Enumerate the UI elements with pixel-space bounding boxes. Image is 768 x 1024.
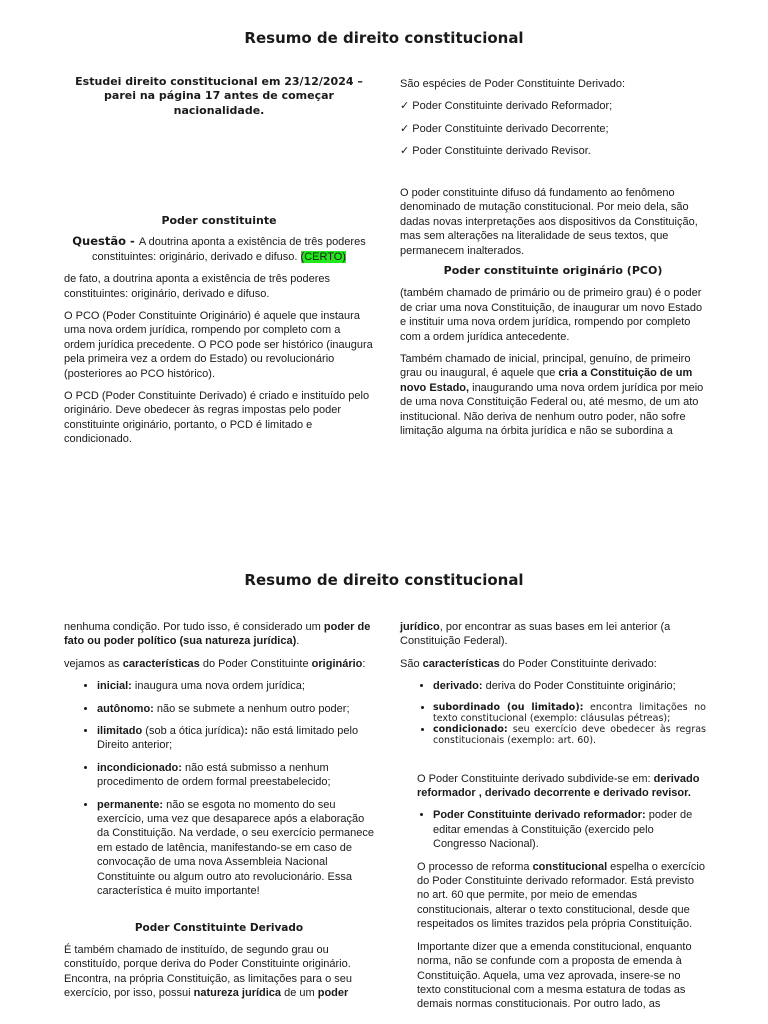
- paragraph: de fato, a doutrina aponta a existência de três poderes constituintes: originário, derivado e difuso.: [64, 273, 331, 300]
- pco-characteristics-list: [64, 679, 374, 898]
- list-item: • derivado: deriva do Poder Constituinte originário;: [433, 679, 706, 693]
- page-title: Resumo de direito constitucional: [244, 29, 524, 47]
- list-item: • subordinado (ou limitado): encontra limitações no texto constitucional (exemplo: cláusulas pétreas);: [433, 702, 706, 724]
- paragraph: São características do Poder Constituinte derivado:: [400, 657, 657, 670]
- heading-poder-constituinte: Poder constituinte: [161, 214, 277, 227]
- heading-pcd: Poder Constituinte Derivado: [134, 921, 304, 934]
- questao-block: [64, 234, 374, 264]
- list-item: • autônomo: não se submete a nenhum outro poder;: [97, 702, 374, 716]
- paragraph: O Poder Constituinte derivado subdivide-se em: derivado reformador , derivado decorrente e derivado revisor.: [417, 772, 700, 800]
- paragraph: Importante dizer que a emenda constitucional, enquanto norma, não se confunde com a proposta de emenda à Constituição. Aquela, uma vez aprovada, insere-se no texto constitucional com a mesma estatura de todas as demais normas constitucionais. Por outro lado, as: [417, 940, 692, 1011]
- list-item: • incondicionado: não está submisso a nenhum procedimento de ordem formal preestabelecido;: [97, 761, 374, 790]
- list-item: • permanente: não se esgota no momento do seu exercício, uma vez que desaparece após a elaboração da Constituição. Na verdade, o seu exercício permanece em estado de latência, manifestando-se em caso de convocação de uma nova Assembleia Nacional Constituinte ou algum outro ato revolucionário. Essa característica é muito importante!: [97, 798, 374, 899]
- heading-pco: Poder constituinte originário (PCO): [443, 264, 663, 278]
- reformador-list: [400, 808, 706, 851]
- paragraph: O PCO (Poder Constituinte Originário) é aquele que instaura uma nova ordem jurídica, rompendo por completo com a ordem jurídica precedente. O PCO pode ser histórico (inaugura pela primeira vez a ordem do Estado) ou revolucionário (posteriores ao PCO histórico).: [64, 310, 373, 380]
- left-column: [64, 75, 374, 126]
- page-title: Resumo de direito constitucional: [244, 571, 524, 589]
- species-item: ✓ Poder Constituinte derivado Reformador;: [400, 100, 613, 113]
- species-item: ✓ Poder Constituinte derivado Decorrente;: [400, 122, 609, 135]
- species-intro: São espécies de Poder Constituinte Derivado:: [400, 78, 626, 90]
- study-note: Estudei direito constitucional em 23/12/2024 – parei na página 17 antes de começar nacionalidade.: [75, 75, 363, 117]
- right-column-body: [400, 186, 706, 447]
- left-column-body: [64, 214, 374, 455]
- species-item: ✓ Poder Constituinte derivado Revisor.: [400, 145, 591, 158]
- list-item: • condicionado: seu exercício deve obedecer às regras constitucionais (exemplo: art. 60).: [433, 724, 706, 746]
- paragraph: nenhuma condição. Por tudo isso, é considerado um poder de fato ou poder político (sua natureza jurídica).: [64, 621, 371, 648]
- paragraph: É também chamado de instituído, de segundo grau ou constituído, porque deriva do Poder Constituinte originário. Encontra, na própria Constituição, as limitações para o seu exercício, por isso, possui natureza jurídica de um poder: [64, 943, 352, 1000]
- list-item: • Poder Constituinte derivado reformador: poder de editar emendas à Constituição (exercido pelo Congresso Nacional).: [433, 808, 706, 851]
- paragraph: O PCD (Poder Constituinte Derivado) é criado e instituído pelo originário. Deve obedecer às regras impostas pelo poder constituinte originário, portanto, o PCD é limitado e condicionado.: [64, 390, 370, 446]
- pcd-characteristics-list-small: [400, 702, 706, 746]
- questao-label: Questão -: [72, 234, 139, 249]
- list-item: • inicial: inaugura uma nova ordem jurídica;: [97, 679, 374, 693]
- list-item: • ilimitado (sob a ótica jurídica): não está limitado pelo Direito anterior;: [97, 724, 374, 753]
- questao-text: A doutrina aponta a existência de três poderes constituintes: originário, derivado e difuso.: [92, 236, 366, 263]
- right-column: [400, 77, 706, 167]
- paragraph: O processo de reforma constitucional espelha o exercício do Poder Constituinte derivado reformador. Está previsto no art. 60 que permite, por meio de emendas constitucionais, alterar o texto constitucional, desde que respeitados os limites trazidos pela própria Constituição.: [417, 860, 705, 931]
- answer-highlight: (CERTO): [300, 250, 346, 263]
- left-column: [64, 620, 374, 1009]
- paragraph: Também chamado de inicial, principal, genuíno, de primeiro grau ou inaugural, é aquele que cria a Constituição de um novo Estado, inaugurando uma nova ordem jurídica por meio de uma nova Constituição Federal ou, até mesmo, de um ato institucional. Não deriva de nenhum outro poder, não sofre limitação alguma na órbita jurídica e não se subordina a: [400, 353, 704, 438]
- paragraph: vejamos as características do Poder Constituinte originário:: [64, 657, 366, 670]
- pcd-characteristics-list: [400, 679, 706, 693]
- paragraph: jurídico, por encontrar as suas bases em lei anterior (a Constituição Federal).: [400, 621, 671, 648]
- paragraph: (também chamado de primário ou de primeiro grau) é o poder de criar uma nova Constituição, de inaugurar um novo Estado e instituir uma nova ordem jurídica, rompendo por completo com a ordem jurídica antecedente.: [400, 287, 703, 343]
- page-2: [0, 560, 768, 1024]
- paragraph-difuso: O poder constituinte difuso dá fundamento ao fenômeno denominado de mutação constitucional. Por meio dela, são dadas novas interpretações aos dispositivos da Constituição, mas sem alterações na literalidade de seus textos, que permanecem inalterados.: [400, 187, 698, 257]
- right-column: [400, 620, 706, 1020]
